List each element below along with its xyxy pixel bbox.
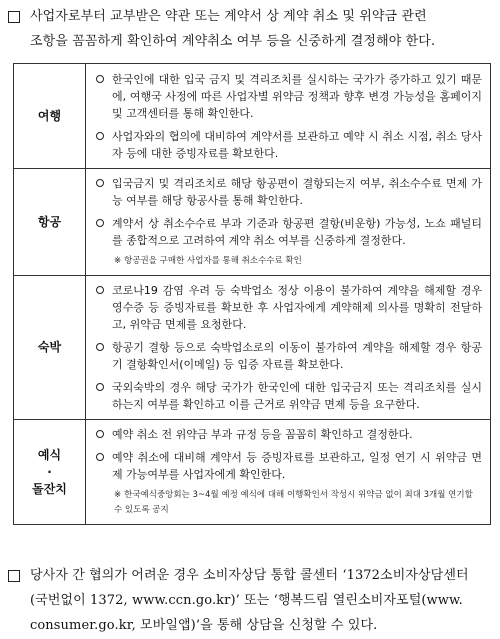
bullet-text: 예약 취소 전 위약금 부과 규정 등을 꼼꼼히 확인하고 결정한다. [112, 428, 413, 441]
category-label: 여행 [37, 108, 62, 123]
circle-bullet-icon [96, 430, 104, 438]
bullet-text: 코로나19 감염 우려 등 숙박업소 정상 이용이 불가하여 계약을 해제할 경우 영수증 등 증빙자료를 확보한 후 사업자에게 계약해제 의사를 명확히 전달하고, 위약금 면제를 요청한다. [112, 284, 482, 331]
content-cell [86, 420, 491, 525]
circle-bullet-icon [96, 453, 104, 461]
bullet-item [96, 128, 482, 162]
bullet-text: 한국인에 대한 입국 금지 및 격리조치를 실시하는 국가가 증가하고 있기 때문에, 여행국 사정에 따른 사업자별 위약금 정책과 향후 변경 가능성을 홈페이지 및 고객센터를 통해 확인한다. [112, 72, 482, 120]
table-row [14, 64, 491, 169]
table-row [14, 276, 491, 420]
bullet-text: 예약 취소에 대비해 계약서 등 증빙자료를 보관하고, 일정 연기 시 위약금 면제 가능여부를 사업자에게 확인한다. [112, 451, 482, 481]
category-label: 항공 [37, 214, 62, 229]
bullet-item [96, 71, 482, 122]
circle-bullet-icon [96, 383, 104, 391]
checkbox-bullet-icon [8, 570, 20, 582]
category-label: 돌잔치 [32, 481, 67, 496]
checkbox-bullet-icon [8, 11, 20, 23]
reference-mark: ※ [114, 256, 122, 266]
content-cell [86, 169, 491, 276]
footnote-text: 한국예식중앙회는 3~4월 예정 예식에 대해 이행확인서 작성시 위약금 없이 최대 3개월 연기할 수 있도록 공지 [114, 490, 473, 515]
content-cell [86, 276, 491, 420]
bullet-text: 국외숙박의 경우 해당 국가가 한국인에 대한 입국금지 또는 격리조치를 실시하는지 여부를 확인하고 이를 근거로 위약금 면제 등을 요구한다. [112, 381, 482, 411]
intro-line-2: 조항을 꼼꼼하게 확인하여 계약취소 여부 등을 신중하게 결정해야 한다. [30, 34, 436, 49]
table-row [14, 169, 491, 276]
footnote-text: 항공권을 구매한 사업자를 통해 취소수수료 확인 [124, 256, 302, 266]
bullet-item [96, 282, 482, 333]
circle-bullet-icon [96, 75, 104, 83]
bullet-item [96, 449, 482, 483]
category-cell [14, 169, 86, 276]
outro-paragraph [8, 563, 490, 638]
table-row [14, 420, 491, 525]
circle-bullet-icon [96, 219, 104, 227]
category-cell [14, 420, 86, 525]
bullet-item [96, 426, 482, 443]
outro-line-1: 당사자 간 협의가 어려운 경우 소비자상담 통합 콜센터 ‘1372소비자상담센터 [30, 568, 469, 583]
circle-bullet-icon [96, 286, 104, 294]
bullet-text: 사업자와의 협의에 대비하여 계약서를 보관하고 예약 시 취소 시점, 취소 당사자 등에 대한 증빙자료를 확보한다. [112, 129, 482, 160]
intro-line-1: 사업자로부터 교부받은 약관 또는 계약서 상 계약 취소 및 위약금 관련 [30, 9, 427, 24]
category-label: 예식 [37, 447, 62, 462]
outro-line-3: consumer.go.kr, 모바일앱)’을 통해 상담을 신청할 수 있다. [30, 618, 378, 633]
bullet-text: 입국금지 및 격리조치로 해당 항공편이 결항되는지 여부, 취소수수료 면제 가능 여부를 해당 항공사를 통해 확인한다. [112, 177, 482, 207]
bullet-text: 항공기 결항 등으로 숙박업소로의 이동이 불가하여 계약을 해제할 경우 항공기 결항확인서(이메일) 등 입증 자료를 확보한다. [112, 341, 482, 371]
bullet-text: 계약서 상 취소수수료 부과 기준과 항공편 결항(비운항) 가능성, 노쇼 패널티를 종합적으로 고려하여 계약 취소 여부를 신중하게 결정한다. [112, 217, 482, 247]
category-cell [14, 64, 86, 169]
outro-line-2: (국번없이 1372, www.ccn.go.kr)’ 또는 ‘행복드림 열린소비자포털(www. [30, 593, 463, 608]
category-label: · [47, 464, 52, 479]
footnote [96, 254, 482, 269]
content-cell [86, 64, 491, 169]
footnote [96, 488, 482, 518]
circle-bullet-icon [96, 132, 104, 140]
circle-bullet-icon [96, 343, 104, 351]
bullet-item [96, 175, 482, 209]
category-label: 숙박 [37, 340, 62, 354]
circle-bullet-icon [96, 179, 104, 187]
reference-mark: ※ [114, 490, 122, 500]
intro-paragraph [8, 4, 490, 54]
category-cell [14, 276, 86, 420]
bullet-item [96, 339, 482, 373]
bullet-item [96, 215, 482, 249]
guidance-table [13, 63, 491, 525]
bullet-item [96, 379, 482, 413]
